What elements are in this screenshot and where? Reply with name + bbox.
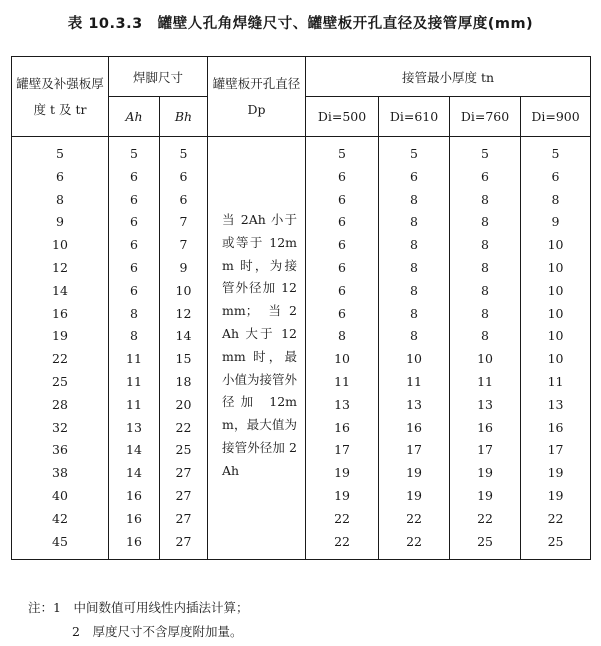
cell-d500-15: 19 (334, 487, 350, 503)
cell-d500-9: 10 (334, 351, 350, 367)
hole-diameter-note-cell (208, 137, 306, 560)
cell-d900-14: 19 (547, 465, 564, 481)
cell-bh-11: 20 (175, 396, 192, 412)
cell-t-3: 9 (56, 214, 64, 230)
cell-ah-12: 13 (126, 419, 142, 435)
cell-t-9: 22 (52, 351, 68, 367)
cell-bh-13: 25 (175, 442, 192, 458)
cell-ah-1: 6 (130, 168, 138, 184)
cell-ah-7: 8 (130, 305, 138, 321)
cell-d610-14: 19 (406, 465, 422, 481)
cell-d610-11: 13 (406, 396, 422, 412)
header-ah (109, 97, 160, 137)
cell-bh-17: 27 (175, 533, 192, 549)
cell-t-1: 6 (56, 168, 64, 184)
column-d500 (306, 137, 379, 560)
cell-d900-10: 11 (547, 373, 564, 389)
cell-d760-14: 19 (477, 465, 493, 481)
cell-d610-17: 22 (406, 533, 422, 549)
cell-d900-12: 16 (547, 419, 564, 435)
cell-ah-6: 6 (130, 282, 138, 298)
cell-t-15: 40 (52, 487, 68, 503)
cell-d500-17: 22 (334, 533, 350, 549)
footnote-1: 注：1 中间数值可用线性内插法计算； (28, 600, 249, 615)
cell-ah-13: 14 (126, 442, 142, 458)
cell-bh-16: 27 (175, 510, 192, 526)
cell-t-10: 25 (52, 373, 68, 389)
cell-d900-8: 10 (547, 328, 564, 344)
cell-d900-16: 22 (547, 510, 564, 526)
cell-bh-5: 9 (179, 259, 188, 275)
cell-d500-3: 6 (338, 214, 346, 230)
table-caption: 表 10.3.3 罐壁人孔角焊缝尺寸、罐壁板开孔直径及接管厚度(mm) (67, 16, 534, 32)
cell-d900-17: 25 (547, 533, 564, 549)
cell-ah-17: 16 (126, 533, 142, 549)
cell-d900-15: 19 (547, 487, 564, 503)
cell-d760-12: 16 (477, 419, 493, 435)
header-d900: Di=900 (521, 97, 591, 137)
cell-d900-2: 8 (551, 191, 560, 207)
cell-d500-0: 5 (338, 146, 346, 161)
column-d900 (521, 137, 591, 560)
cell-d900-6: 10 (547, 282, 564, 298)
cell-t-16: 42 (52, 510, 68, 526)
header-pipe-group: 接管最小厚度 tn (306, 57, 591, 97)
cell-d900-13: 17 (547, 442, 564, 458)
footnote-2: 2 厚度尺寸不含厚度附加量。 (72, 624, 243, 639)
cell-bh-12: 22 (175, 419, 192, 435)
cell-t-14: 38 (52, 465, 68, 481)
column-d610 (379, 137, 450, 560)
cell-d500-11: 13 (334, 396, 350, 412)
cell-d900-7: 10 (547, 305, 564, 321)
cell-d610-5: 8 (410, 259, 418, 275)
header-hole-diameter (208, 57, 306, 137)
cell-d900-4: 10 (547, 237, 564, 253)
cell-d900-9: 10 (547, 351, 564, 367)
header-weld-group: 焊脚尺寸 (109, 57, 208, 97)
cell-d610-6: 8 (410, 282, 418, 298)
cell-d610-4: 8 (410, 237, 418, 253)
cell-d610-7: 8 (410, 305, 418, 321)
cell-d610-12: 16 (406, 419, 422, 435)
column-ah (109, 137, 160, 560)
header-d610: Di=610 (379, 97, 450, 137)
cell-d760-2: 8 (481, 191, 489, 207)
header-thickness-label: 罐壁及补强板厚度 t 及 tr (16, 75, 104, 117)
cell-t-0: 5 (56, 146, 64, 161)
cell-d610-1: 6 (410, 168, 418, 184)
cell-ah-14: 14 (126, 465, 142, 481)
cell-bh-6: 10 (175, 282, 192, 298)
column-bh (160, 137, 208, 560)
cell-d760-1: 6 (481, 168, 489, 184)
header-d500: Di=500 (306, 97, 379, 137)
cell-d760-17: 25 (477, 533, 493, 549)
header-ah-label: Ah (125, 109, 143, 124)
cell-d760-4: 8 (481, 237, 489, 253)
weld-size-table (11, 56, 591, 560)
cell-d500-2: 6 (338, 191, 346, 207)
cell-bh-2: 6 (179, 191, 188, 207)
cell-bh-8: 14 (175, 328, 192, 344)
cell-bh-9: 15 (175, 351, 192, 367)
cell-d760-7: 8 (481, 305, 489, 321)
cell-d760-15: 19 (477, 487, 493, 503)
cell-d610-10: 11 (406, 373, 422, 389)
header-bh-label: Bh (174, 109, 193, 124)
cell-d500-12: 16 (334, 419, 350, 435)
cell-d760-11: 13 (477, 396, 493, 412)
cell-bh-14: 27 (175, 465, 192, 481)
cell-bh-3: 7 (179, 214, 188, 230)
header-bh (160, 97, 208, 137)
cell-d500-10: 11 (334, 373, 350, 389)
cell-ah-4: 6 (130, 237, 138, 253)
cell-d900-3: 9 (551, 214, 560, 230)
cell-t-2: 8 (56, 191, 64, 207)
cell-d500-16: 22 (334, 510, 350, 526)
cell-d500-6: 6 (338, 282, 346, 298)
cell-d610-15: 19 (406, 487, 422, 503)
header-thickness (12, 57, 109, 137)
cell-t-5: 12 (52, 259, 68, 275)
footnotes (28, 596, 248, 644)
cell-d760-0: 5 (481, 146, 489, 161)
cell-d610-3: 8 (410, 214, 418, 230)
cell-ah-10: 11 (126, 373, 142, 389)
hole-diameter-note: 当 2Ah 小于或等于 12mm 时，为接管外径加 12mm； 当 2Ah 大于 12mm 时，最小值为接管外径加 12mm，最大值为接管外径加 2Ah (222, 212, 298, 478)
cell-ah-5: 6 (130, 259, 138, 275)
cell-d900-1: 6 (551, 168, 560, 184)
cell-t-4: 10 (52, 237, 68, 253)
cell-t-11: 28 (52, 396, 68, 412)
cell-bh-0: 5 (179, 146, 188, 161)
column-thickness (12, 137, 109, 560)
cell-t-17: 45 (52, 533, 68, 549)
cell-bh-15: 27 (175, 487, 192, 503)
cell-ah-9: 11 (126, 351, 142, 367)
cell-d610-9: 10 (406, 351, 422, 367)
cell-t-8: 19 (52, 328, 68, 344)
cell-ah-2: 6 (130, 191, 138, 207)
cell-bh-10: 18 (175, 373, 192, 389)
cell-d610-2: 8 (410, 191, 418, 207)
cell-d900-0: 5 (551, 146, 560, 161)
cell-d500-4: 6 (338, 237, 346, 253)
cell-ah-16: 16 (126, 510, 142, 526)
cell-t-7: 16 (52, 305, 68, 321)
cell-d760-9: 10 (477, 351, 493, 367)
cell-bh-7: 12 (175, 305, 192, 321)
cell-ah-3: 6 (130, 214, 138, 230)
cell-d610-13: 17 (406, 442, 422, 458)
cell-d610-16: 22 (406, 510, 422, 526)
cell-d760-8: 8 (481, 328, 489, 344)
cell-t-13: 36 (52, 442, 68, 458)
cell-ah-11: 11 (126, 396, 142, 412)
cell-d500-7: 6 (338, 305, 346, 321)
cell-bh-1: 6 (179, 168, 188, 184)
cell-t-6: 14 (52, 282, 68, 298)
cell-d500-8: 8 (338, 328, 346, 344)
cell-d900-5: 10 (547, 259, 564, 275)
cell-d610-0: 5 (410, 146, 418, 161)
cell-d900-11: 13 (547, 396, 564, 412)
cell-d610-8: 8 (410, 328, 418, 344)
cell-bh-4: 7 (179, 237, 188, 253)
cell-d500-5: 6 (338, 259, 346, 275)
cell-t-12: 32 (52, 419, 68, 435)
cell-d500-1: 6 (338, 168, 346, 184)
cell-d760-6: 8 (481, 282, 489, 298)
cell-d760-13: 17 (477, 442, 493, 458)
header-hole-diameter-label: 罐壁板开孔直径 Dp (212, 75, 301, 117)
header-d760: Di=760 (450, 97, 521, 137)
cell-d500-13: 17 (334, 442, 350, 458)
cell-d500-14: 19 (334, 465, 350, 481)
column-d760 (450, 137, 521, 560)
cell-d760-3: 8 (481, 214, 489, 230)
cell-ah-15: 16 (126, 487, 142, 503)
cell-ah-0: 5 (130, 146, 138, 161)
cell-d760-5: 8 (481, 259, 489, 275)
cell-ah-8: 8 (130, 328, 138, 344)
cell-d760-16: 22 (477, 510, 493, 526)
cell-d760-10: 11 (477, 373, 493, 389)
